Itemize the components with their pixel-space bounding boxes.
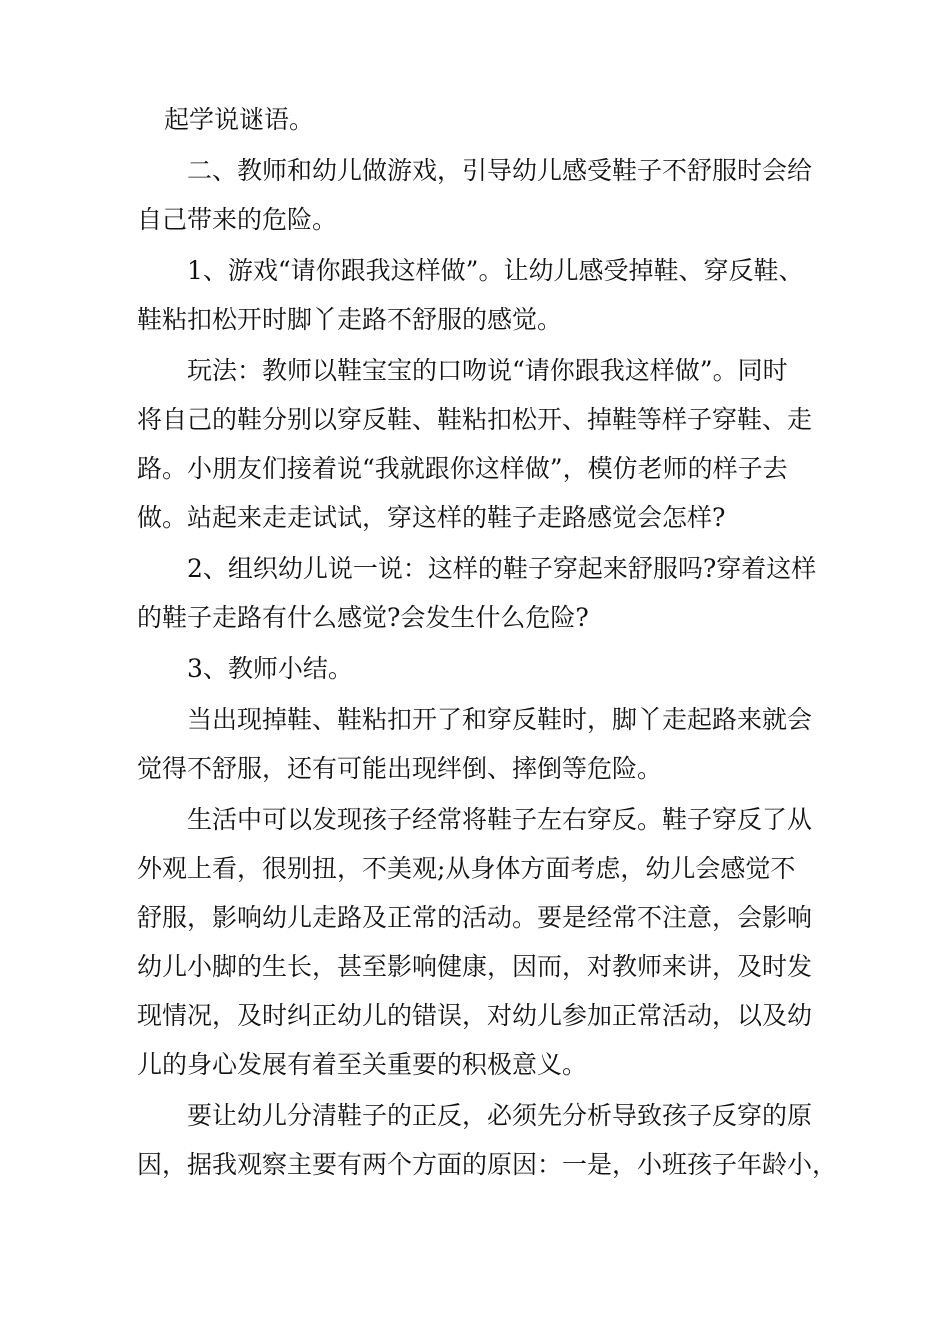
- text-line: 幼儿小脚的生长，甚至影响健康，因而，对教师来讲，及时发: [137, 952, 813, 981]
- text-line: 生活中可以发现孩子经常将鞋子左右穿反。鞋子穿反了从: [187, 805, 813, 834]
- text-line: 3、教师小结。: [187, 654, 353, 683]
- document-body: [137, 95, 838, 1189]
- text-line: 觉得不舒服，还有可能出现绊倒、摔倒等危险。: [137, 754, 663, 783]
- text-line: 的鞋子走路有什么感觉?会发生什么危险?: [137, 603, 589, 632]
- text-line: 路。小朋友们接着说“我就跟你这样做”，模仿老师的样子去: [137, 454, 788, 483]
- text-line: 儿的身心发展有着至关重要的积极意义。: [137, 1050, 588, 1079]
- text-line: 舒服，影响幼儿走路及正常的活动。要是经常不注意，会影响: [137, 903, 813, 932]
- text-line: 自己带来的危险。: [137, 205, 338, 234]
- text-line: 鞋粘扣松开时脚丫走路不舒服的感觉。: [137, 305, 563, 334]
- text-line: 2、组织幼儿说一说：这样的鞋子穿起来舒服吗?穿着这样: [187, 554, 817, 583]
- text-line: 当出现掉鞋、鞋粘扣开了和穿反鞋时，脚丫走起路来就会: [187, 705, 813, 734]
- text-line: 起学说谜语。: [164, 105, 315, 134]
- text-line: 现情况，及时纠正幼儿的错误，对幼儿参加正常活动，以及幼: [137, 1001, 813, 1030]
- text-line: 要让幼儿分清鞋子的正反，必须先分析导致孩子反穿的原: [187, 1101, 813, 1130]
- text-line: 1、游戏“请你跟我这样做”。让幼儿感受掉鞋、穿反鞋、: [187, 256, 804, 285]
- text-line: 二、教师和幼儿做游戏，引导幼儿感受鞋子不舒服时会给: [187, 156, 813, 185]
- text-line: 玩法：教师以鞋宝宝的口吻说“请你跟我这样做”。同时: [187, 356, 788, 385]
- text-line: 做。站起来走走试试，穿这样的鞋子走路感觉会怎样?: [137, 503, 726, 532]
- text-line: 因，据我观察主要有两个方面的原因：一是，小班孩子年龄小，: [137, 1150, 838, 1179]
- text-line: 外观上看，很别扭，不美观;从身体方面考虑，幼儿会感觉不: [137, 854, 796, 883]
- text-line: 将自己的鞋分别以穿反鞋、鞋粘扣松开、掉鞋等样子穿鞋、走: [137, 405, 813, 434]
